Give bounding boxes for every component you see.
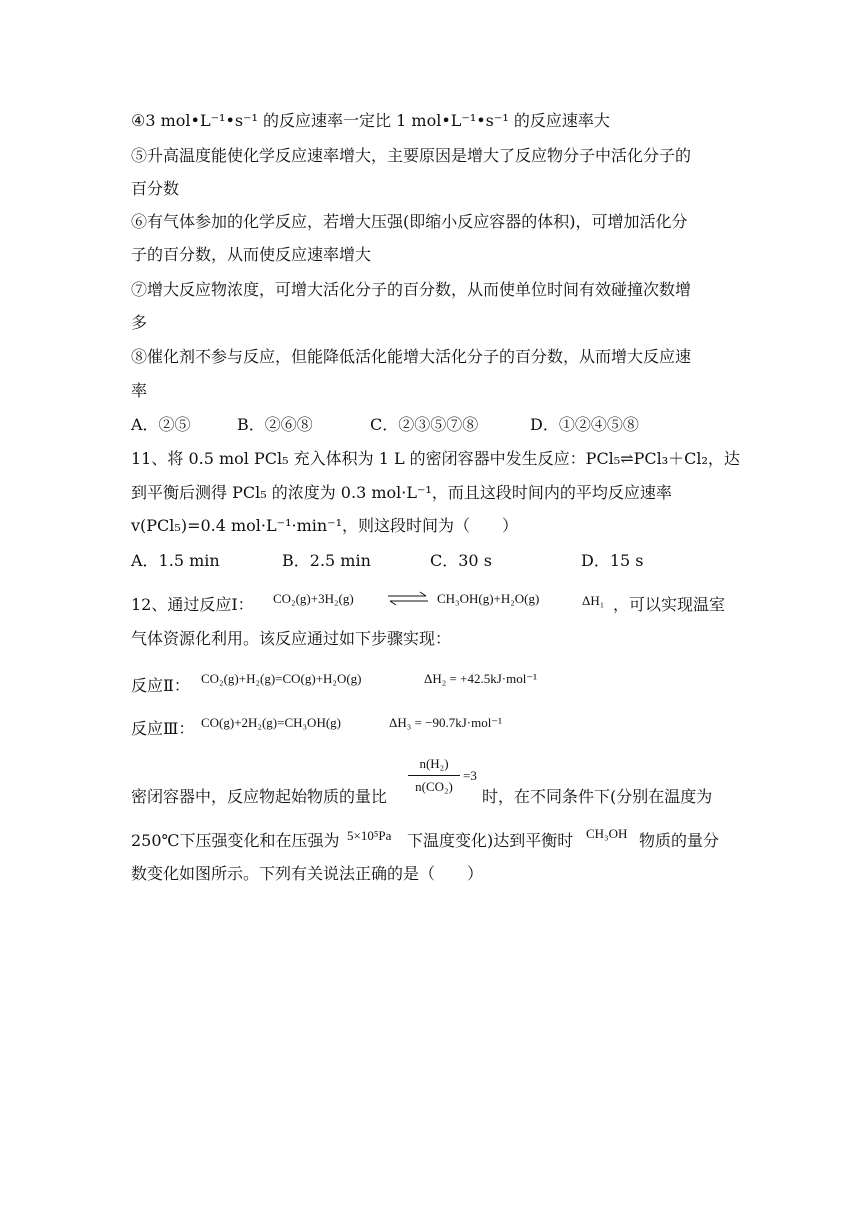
reaction-2-label: 反应Ⅱ： xyxy=(131,676,190,695)
q11-line1: 11、将 0.5 mol PCl₅ 充入体积为 1 L 的密闭容器中发生反应：PCl₅⇌PCl₃＋Cl₂，达 xyxy=(131,449,740,468)
q12-line4-start: 250℃下压强变化和在压强为 xyxy=(131,831,340,850)
item-7-line1: ⑦增大反应物浓度，可增大活化分子的百分数，从而使单位时间有效碰撞次数增 xyxy=(131,280,692,299)
q12-line4-end: 物质的量分 xyxy=(639,831,720,850)
q12-line5: 数变化如图所示。下列有关说法正确的是（ ） xyxy=(131,864,484,883)
pressure-value: 5×10⁵Pa xyxy=(347,828,392,843)
q11-option-c: C．30 s xyxy=(430,551,492,570)
q12-line3-end: 时，在不同条件下(分别在温度为 xyxy=(482,787,713,806)
reaction-3-label: 反应Ⅲ： xyxy=(131,719,195,738)
fraction-bar xyxy=(408,775,460,776)
q11-line3: v(PCl₅)=0.4 mol·L⁻¹·min⁻¹，则这段时间为（ ） xyxy=(131,516,519,535)
eq1-left: CO₂(g)+3H₂(g) xyxy=(273,591,354,606)
item-5-line2: 百分数 xyxy=(131,179,180,198)
eq1-right: CH₃OH(g)+H₂O(g) xyxy=(437,591,540,606)
item-8-line2: 率 xyxy=(131,381,148,400)
q12-line2: 气体资源化利用。该反应通过如下步骤实现： xyxy=(131,629,452,648)
item-6-line1: ⑥有气体参加的化学反应，若增大压强(即缩小反应容器的体积)，可增加活化分 xyxy=(131,212,688,231)
option-d: D．①②④⑤⑧ xyxy=(530,415,639,434)
reaction-3-equation: CO(g)+2H₂(g)=CH₃OH(g) xyxy=(201,715,341,730)
eq1-dh: ΔH₁ xyxy=(582,593,605,608)
option-b: B．②⑥⑧ xyxy=(237,415,313,434)
equilibrium-arrow-icon xyxy=(386,591,430,607)
q12-line4-mid: 下温度变化)达到平衡时 xyxy=(407,831,574,850)
option-a: A．②⑤ xyxy=(131,415,191,434)
ch3oh-formula: CH₃OH xyxy=(586,826,628,841)
reaction-2-dh: ΔH₂ = +42.5kJ·mol⁻¹ xyxy=(424,671,538,686)
ratio-denominator: n(CO₂) xyxy=(415,779,453,794)
reaction-3-dh: ΔH₃ = −90.7kJ·mol⁻¹ xyxy=(389,715,503,730)
ratio-value: =3 xyxy=(463,768,477,783)
q12-intro-end: ，可以实现温室 xyxy=(613,595,726,614)
q11-option-a: A．1.5 min xyxy=(131,551,220,570)
q12-line3-start: 密闭容器中，反应物起始物质的量比 xyxy=(131,787,388,806)
option-c: C．②③⑤⑦⑧ xyxy=(370,415,479,434)
q11-line2: 到平衡后测得 PCl₅ 的浓度为 0.3 mol·L⁻¹，而且这段时间内的平均反应速率 xyxy=(131,483,672,502)
item-4: ④3 mol•L⁻¹•s⁻¹ 的反应速率一定比 1 mol•L⁻¹•s⁻¹ 的反应速率大 xyxy=(131,111,610,130)
q11-option-b: B．2.5 min xyxy=(282,551,371,570)
item-6-line2: 子的百分数，从而使反应速率增大 xyxy=(131,245,372,264)
q11-option-d: D．15 s xyxy=(581,551,644,570)
item-7-line2: 多 xyxy=(131,313,148,332)
item-8-line1: ⑧催化剂不参与反应，但能降低活化能增大活化分子的百分数，从而增大反应速 xyxy=(131,347,692,366)
reaction-2-equation: CO₂(g)+H₂(g)=CO(g)+H₂O(g) xyxy=(201,671,362,686)
q12-intro: 12、通过反应Ⅰ： xyxy=(131,595,254,614)
ratio-numerator: n(H₂) xyxy=(419,756,449,771)
item-5-line1: ⑤升高温度能使化学反应速率增大，主要原因是增大了反应物分子中活化分子的 xyxy=(131,146,692,165)
